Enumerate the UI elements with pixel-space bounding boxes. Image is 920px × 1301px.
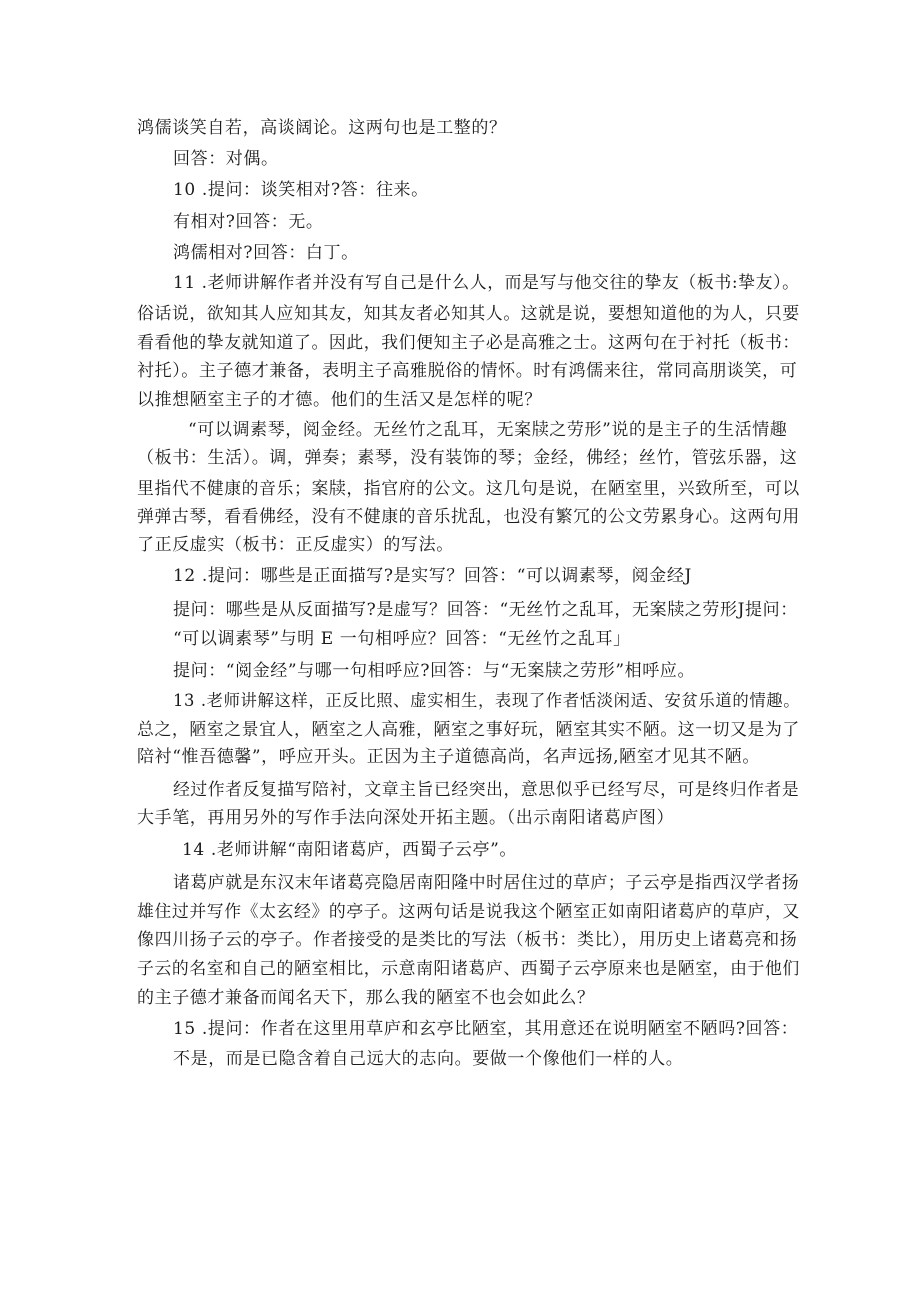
paragraph-line: 陪衬“惟吾德馨”，呼应开头。正因为主子道德高尚，名声远扬,陋室才见其不陋。: [137, 747, 760, 767]
paragraph-line: 雄住过并写作《太玄经》的亭子。这两句话是说我这个陋室正如南阳诸葛庐的草庐，又: [137, 901, 800, 921]
paragraph-line: 子云的名室和自己的陋室相比，示意南阳诸葛庐、西蜀子云亭原来也是陋室，由于他们: [137, 958, 800, 978]
paragraph-line: 鸿儒相对?回答：白丁。: [173, 243, 359, 263]
paragraph-line: 11 .老师讲解作者并没有写自己是什么人，而是写与他交往的挚友（板书:挚友）。: [173, 272, 800, 292]
paragraph-line: 经过作者反复描写陪衬，文章主旨已经突出，意思似乎已经写尽，可是终归作者是: [173, 779, 800, 799]
paragraph-line: 像四川扬子云的亭子。作者接受的是类比的写法（板书：类比），用历史上诸葛亮和扬: [137, 930, 798, 950]
paragraph-line: 鸿儒谈笑自若，高谈阔论。这两句也是工整的？: [137, 118, 507, 138]
paragraph-line: 有相对?回答：无。: [173, 212, 324, 232]
paragraph-line: 不是，而是已隐含着自己远大的志向。要做一个像他们一样的人。: [173, 1049, 684, 1069]
paragraph-line: 里指代不健康的音乐；案牍，指官府的公文。这几句是说，在陋室里，兴致所至，可以: [137, 478, 800, 498]
paragraph-line: 回答：对偶。: [173, 149, 279, 169]
paragraph-line: 13 .老师讲解这样，正反比照、虚实相生，表现了作者恬淡闲适、安贫乐道的情趣。: [173, 691, 801, 710]
paragraph-line: 总之，陋室之景宜人，陋室之人高雅，陋室之事好玩，陋室其实不陋。这一切又是为了: [137, 719, 800, 739]
paragraph-line: 弹弹古琴，看看佛经，没有不健康的音乐扰乱，也没有繁冗的公文劳累身心。这两句用: [137, 506, 800, 526]
paragraph-line: 的主子德才兼备而闻名天下，那么我的陋室不也会如此么？: [137, 988, 595, 1008]
paragraph-line: 提问：哪些是从反面描写?是虚写？回答：“无丝竹之乱耳，无案牍之劳形J提问：: [173, 600, 798, 620]
paragraph-line: 俗话说，欲知其人应知其友，知其友者必知其人。这就是说，要想知道他的为人，只要: [137, 303, 800, 323]
paragraph-line: 15 .提问：作者在这里用草庐和玄亭比陋室，其用意还在说明陋室不陋吗?回答：: [173, 1019, 799, 1039]
paragraph-line: “可以调素琴，阅金经。无丝竹之乱耳，无案牍之劳形”说的是主子的生活情趣: [188, 420, 788, 440]
paragraph-line: 衬托）。主子德才兼备，表明主子高雅脱俗的情怀。时有鸿儒来往，常同高朋谈笑，可: [137, 361, 798, 381]
paragraph-line: 14 .老师讲解“南阳诸葛庐，西蜀子云亭”。: [182, 840, 518, 860]
paragraph-line: 了正反虚实（板书：正反虚实）的写法。: [137, 535, 454, 555]
paragraph-line: 看看他的挚友就知道了。因此，我们便知主子必是高雅之士。这两句在于衬托（板书：: [137, 332, 800, 352]
paragraph-line: 10 .提问：谈笑相对?答：往来。: [173, 180, 429, 200]
paragraph-line: 以推想陋室主子的才德。他们的生活又是怎样的呢？: [137, 390, 542, 410]
paragraph-line: 大手笔，再用另外的写作手法向深处开拓主题。（出示南阳诸葛庐图）: [137, 808, 675, 828]
paragraph-line: 诸葛庐就是东汉末年诸葛亮隐居南阳隆中时居住过的草庐；子云亭是指西汉学者扬: [173, 872, 800, 892]
paragraph-line: “可以调素琴”与明 E 一句相呼应？回答：“无丝竹之乱耳」: [173, 629, 631, 649]
paragraph-line: 12 .提问：哪些是正面描写?是实写？回答：“可以调素琴，阅金经J: [173, 566, 692, 586]
paragraph-line: 提问：“阅金经”与哪一句相呼应?回答：与“无案牍之劳形”相呼应。: [173, 661, 696, 681]
paragraph-line: （板书：生活）。调，弹奏；素琴，没有装饰的琴；金经，佛经；丝竹，管弦乐器，这: [137, 448, 798, 468]
